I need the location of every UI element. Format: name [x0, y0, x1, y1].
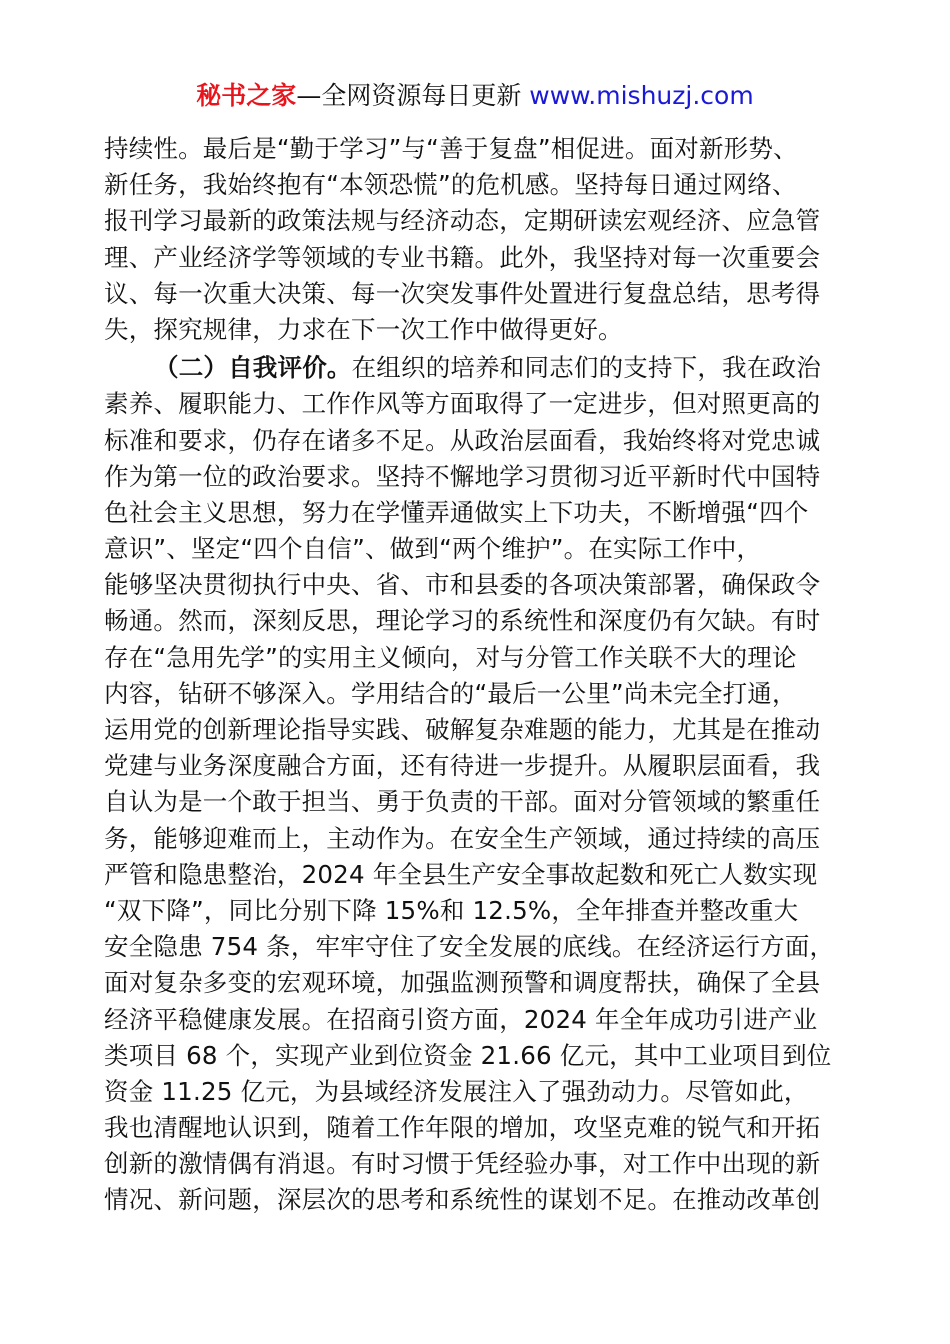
text-span: 在组织的培养和同志们的支持下，我在政治 [351, 353, 821, 383]
text-line: 色社会主义思想，努力在学懂弄通做实上下功夫，不断增强“四个 [104, 497, 809, 527]
header-tagline: —全网资源每日更新 [296, 81, 530, 110]
paragraph-self-evaluation [104, 350, 848, 1219]
text-line: 党建与业务深度融合方面，还有待进一步提升。从履职层面看，我 [104, 751, 821, 781]
paragraph-continuation [104, 131, 848, 348]
text-line: 失，探究规律，力求在下一次工作中做得更好。 [104, 314, 623, 344]
text-line: 经济平稳健康发展。在招商引资方面，2024 年全年成功引进产业 [104, 1004, 818, 1034]
text-line: 务，能够迎难而上，主动作为。在安全生产领域，通过持续的高压 [104, 823, 821, 853]
text-line: 能够坚决贯彻执行中央、省、市和县委的各项决策部署，确保政令 [104, 570, 821, 600]
text-line: 资金 11.25 亿元，为县域经济发展注入了强劲动力。尽管如此， [104, 1076, 809, 1106]
text-line: 议、每一次重大决策、每一次突发事件处置进行复盘总结，思考得 [104, 278, 821, 308]
text-line: 存在“急用先学”的实用主义倾向，对与分管工作关联不大的理论 [104, 642, 797, 672]
text-line: 严管和隐患整治，2024 年全县生产安全事故起数和死亡人数实现 [104, 859, 818, 889]
text-line: “双下降”，同比分别下降 15%和 12.5%，全年排查并整改重大 [104, 895, 799, 925]
text-line: 创新的激情偶有消退。有时习惯于凭经验办事，对工作中出现的新 [104, 1149, 821, 1179]
text-line: 意识”、坚定“四个自信”、做到“两个维护”。在实际工作中， [104, 534, 762, 564]
text-line: 持续性。最后是“勤于学习”与“善于复盘”相促进。面对新形势、 [104, 134, 798, 163]
text-line: 畅通。然而，深刻反思，理论学习的系统性和深度仍有欠缺。有时 [104, 606, 821, 636]
text-line: 报刊学习最新的政策法规与经济动态，定期研读宏观经济、应急管 [104, 206, 821, 236]
text-line: 面对复杂多变的宏观环境，加强监测预警和调度帮扶，确保了全县 [104, 968, 821, 998]
brand-name: 秘书之家 [196, 81, 297, 110]
site-header [0, 80, 950, 112]
text-line: 素养、履职能力、工作作风等方面取得了一定进步，但对照更高的 [104, 389, 821, 419]
text-line: 标准和要求，仍存在诸多不足。从政治层面看，我始终将对党忠诚 [104, 425, 821, 455]
section-heading: （二）自我评价。 [154, 353, 352, 383]
text-line: 新任务，我始终抱有“本领恐慌”的危机感。坚持每日通过网络、 [104, 170, 797, 200]
text-line: 理、产业经济学等领域的专业书籍。此外，我坚持对每一次重要会 [104, 242, 821, 272]
text-line: 运用党的创新理论指导实践、破解复杂难题的能力，尤其是在推动 [104, 715, 821, 744]
text-line: 作为第一位的政治要求。坚持不懈地学习贯彻习近平新时代中国特 [104, 461, 821, 491]
document-body [104, 131, 848, 1219]
text-line: 情况、新问题，深层次的思考和系统性的谋划不足。在推动改革创 [104, 1185, 821, 1215]
site-url: www.mishuzj.com [529, 81, 754, 110]
text-line: 内容，钻研不够深入。学用结合的“最后一公里”尚未完全打通， [104, 678, 797, 708]
text-line: 安全隐患 754 条，牢牢守住了安全发展的底线。在经济运行方面， [104, 932, 835, 962]
text-line: 我也清醒地认识到，随着工作年限的增加，攻坚克难的锐气和开拓 [104, 1113, 821, 1143]
text-line [104, 350, 848, 386]
text-line: 类项目 68 个，实现产业到位资金 21.66 亿元，其中工业项目到位 [104, 1040, 832, 1070]
text-line: 自认为是一个敢于担当、勇于负责的干部。面对分管领域的繁重任 [104, 787, 821, 817]
